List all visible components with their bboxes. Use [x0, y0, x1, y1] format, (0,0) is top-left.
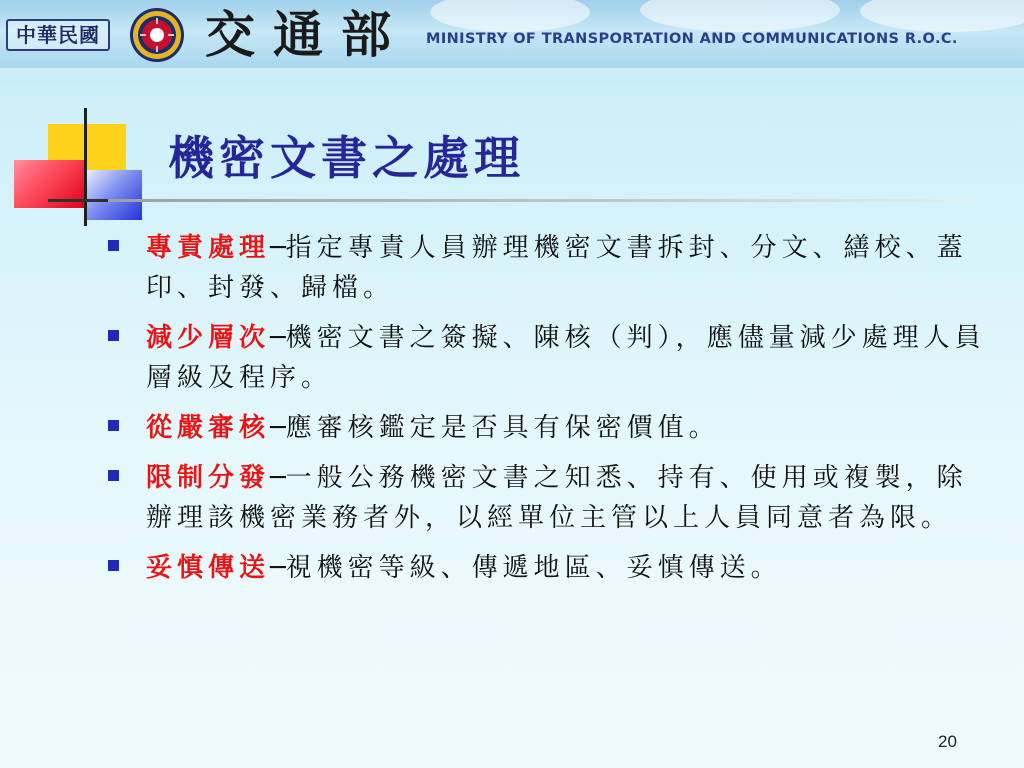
bullet-dash: ─ — [270, 413, 286, 443]
title-underline — [108, 199, 972, 202]
square-bullet-icon — [108, 330, 119, 341]
bullet-dash: ─ — [270, 553, 286, 583]
banner-cloud — [640, 0, 840, 32]
ministry-name-cn: 交通部 — [205, 5, 409, 64]
bullet-term: 限制分發 — [146, 463, 271, 493]
decor-rule-dark — [48, 199, 108, 202]
decor-vertical-line — [84, 108, 87, 226]
bullet-term: 減少層次 — [146, 323, 271, 353]
bullet-dash: ─ — [270, 463, 286, 493]
bullet-dash: ─ — [270, 233, 286, 263]
bullet-text: 機密文書之簽擬、陳核（判），應儘量減少處理人員層級及程序。 — [146, 323, 986, 393]
bullet-item — [106, 458, 998, 538]
square-bullet-icon — [108, 420, 119, 431]
bullet-item — [106, 228, 998, 308]
square-bullet-icon — [108, 560, 119, 571]
country-label: 中華民國 — [6, 19, 110, 51]
bullet-item — [106, 318, 998, 398]
bullet-term: 專責處理 — [146, 233, 271, 263]
ministry-name-en: MINISTRY OF TRANSPORTATION AND COMMUNICATIONS R.O.C. — [426, 31, 958, 47]
bullet-item — [106, 408, 998, 448]
bullet-list — [106, 228, 998, 598]
square-bullet-icon — [108, 240, 119, 251]
slide-title: 機密文書之處理 — [168, 131, 525, 185]
bullet-text: 應審核鑑定是否具有保密價值。 — [285, 413, 720, 443]
bullet-term: 從嚴審核 — [146, 413, 271, 443]
bullet-text: 視機密等級、傳遞地區、妥慎傳送。 — [285, 553, 782, 583]
banner-cloud — [860, 0, 1024, 32]
decor-square-blue — [86, 170, 142, 220]
banner-cloud — [430, 0, 590, 32]
bullet-item — [106, 548, 998, 588]
page-number: 20 — [938, 732, 957, 751]
header-banner — [0, 0, 1024, 68]
bullet-text: 指定專責人員辦理機密文書拆封、分文、繕校、蓋印、封發、歸檔。 — [146, 233, 968, 303]
bullet-text: 一般公務機密文書之知悉、持有、使用或複製，除辦理該機密業務者外，以經單位主管以上人員同意者為限。 — [146, 463, 968, 533]
bullet-dash: ─ — [270, 323, 286, 353]
square-bullet-icon — [108, 470, 119, 481]
bullet-term: 妥慎傳送 — [146, 553, 271, 583]
ministry-seal-icon — [128, 6, 186, 64]
